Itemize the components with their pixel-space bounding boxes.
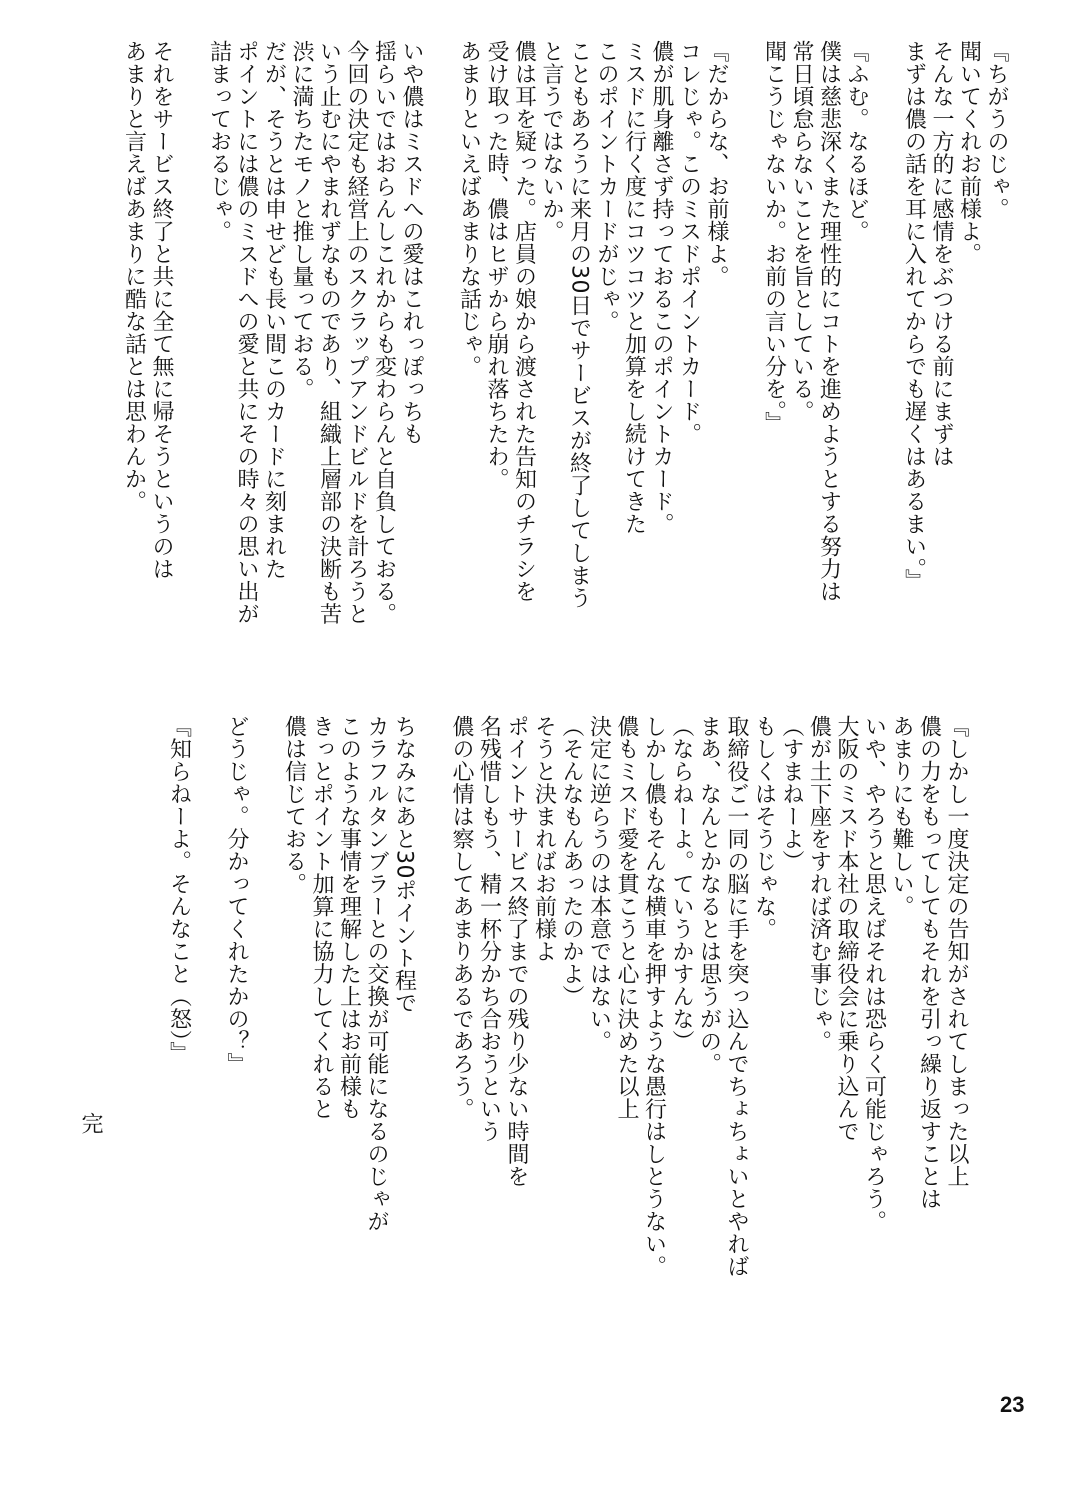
paragraph [455,40,730,720]
text-line: カラフルタンブラーとの交換が可能になるのじゃが [364,715,389,1233]
text-line: ちなみにあと30ポイント程で [391,715,417,1014]
page-number: 23 [1000,1392,1025,1417]
text-line: 取締役ご一同の脳に手を突っ込んでちょちょいとやれば [724,715,749,1278]
text-line: 詰まっておるじゃ。 [206,40,232,243]
text-line: ポイントサービス終了までの残り少ない時間を [504,715,529,1188]
text-line: 聞こうじゃないか。お前の言い分を。』 [761,40,787,434]
text-line: 儂は耳を疑った。店員の娘から渡された告知のチラシを [511,40,537,603]
text-line: 大阪のミスド本社の取締役会に乗り込んで [834,715,859,1143]
paragraph [165,715,193,1215]
text-line: 名残惜しもう、精一杯分かち合おうという [476,715,502,1143]
text-line: 『ふむ。なるほど。 [844,40,869,243]
text-line: （そんなもんあったのかよ） [559,715,584,1008]
text-line: どうじゃ。分かってくれたかの？』 [224,715,249,1075]
text-line: 揺らいではおらんしこれからも変わらんと自負しておる。 [371,40,397,625]
text-line: 『ちがうのじゃ。 [984,40,1009,220]
text-line: しかし儂もそんな横車を押すような愚行はしとうない。 [641,715,667,1278]
text-line: 受け取った時、儂はヒザから崩れ落ちたわ。 [484,40,509,490]
text-line: このポイントカードがじゃ。 [594,40,619,333]
text-line: こともあろうに来月の30日でサービスが終了してしまう [566,40,592,609]
text-line: まあ、なんとかなるとは思うがの。 [696,715,722,1075]
text-line: もしくはそうじゃな。 [751,715,777,940]
paragraph [280,715,418,1233]
text-line: あまりと言えばあまりに酷な話とは思わんか。 [121,40,147,513]
text-line: そんな一方的に感情をぶつける前にまずは [929,40,954,468]
text-line: （ならねーよ。ていうかすんな） [669,715,694,1053]
paragraph [120,40,175,720]
text-line: 儂が肌身離さず持っておるこのポイントカード。 [649,40,674,535]
paragraph [223,715,251,1215]
text-line: いう止むにやまれずなものであり、組織上層部の決断も苦 [316,40,342,625]
text-line: それをサービス終了と共に全て無に帰そうというのは [149,40,174,580]
text-line: あまりといえばあまりな話じゃ。 [456,40,482,378]
text-line: そうと決まればお前様よ [531,715,557,963]
text-line: きっとポイント加算に協力してくれると [309,715,334,1120]
text-line: このような事情を理解した上はお前様も [336,715,362,1120]
paragraph [448,715,971,1278]
text-line: 『だからな、お前様よ。 [704,40,729,288]
text-line: 儂の力をもってしてもそれを引っ繰り返すことは [916,715,942,1210]
text-line: 聞いてくれお前様よ。 [956,40,982,265]
text-line: 『知らねーよ。そんなこと（怒）』 [166,715,192,1064]
paragraph [900,40,1010,720]
top-text-block [90,40,1010,720]
text-line: 渋に満ちたモノと推し量っておる。 [289,40,314,400]
end-mark: 完 [78,1112,103,1134]
text-line: いや、やろうと思えばそれは恐らく可能じゃろう。 [861,715,887,1233]
text-line: と言うではないか。 [539,40,564,243]
text-line: ミスドに行く度にコツコツと加算をし続けてきた [621,40,647,535]
text-line: いや儂はミスドへの愛はこれっぽっちも [399,40,424,445]
text-line: 儂は信じておる。 [281,715,307,895]
text-line: 決定に逆らうのは本意ではない。 [586,715,612,1053]
text-line: 『しかし一度決定の告知がされてしまった以上 [944,715,969,1188]
text-line: ポイントには儂のミスドへの愛と共にその時々の思い出が [234,40,259,625]
text-line: 今回の決定も経営上のスクラップアンドビルドを計ろうと [344,40,369,625]
text-line: 儂が土下座をすれば済む事じゃ。 [806,715,832,1053]
text-line: 僕は慈悲深くまた理性的にコトを進めようとする努力は [816,40,842,603]
text-line: 儂の心情は察してあまりあるであろう。 [449,715,474,1120]
bottom-text-block [135,715,970,1278]
text-line: （すまねーよ） [779,715,804,873]
text-line: まずは儂の話を耳に入れてからでも遅くはあるまい。』 [901,40,927,592]
text-line: 儂もミスド愛を貫こうと心に決めた以上 [614,715,639,1120]
text-line: あまりにも難しい。 [889,715,914,918]
text-line: だが、そうとは申せども長い間このカードに刻まれた [261,40,287,580]
text-line: 常日頃怠らないことを旨としている。 [789,40,814,423]
paragraph [760,40,870,720]
paragraph [205,40,425,720]
text-line: コレじゃ。このミスドポイントカード。 [676,40,702,445]
